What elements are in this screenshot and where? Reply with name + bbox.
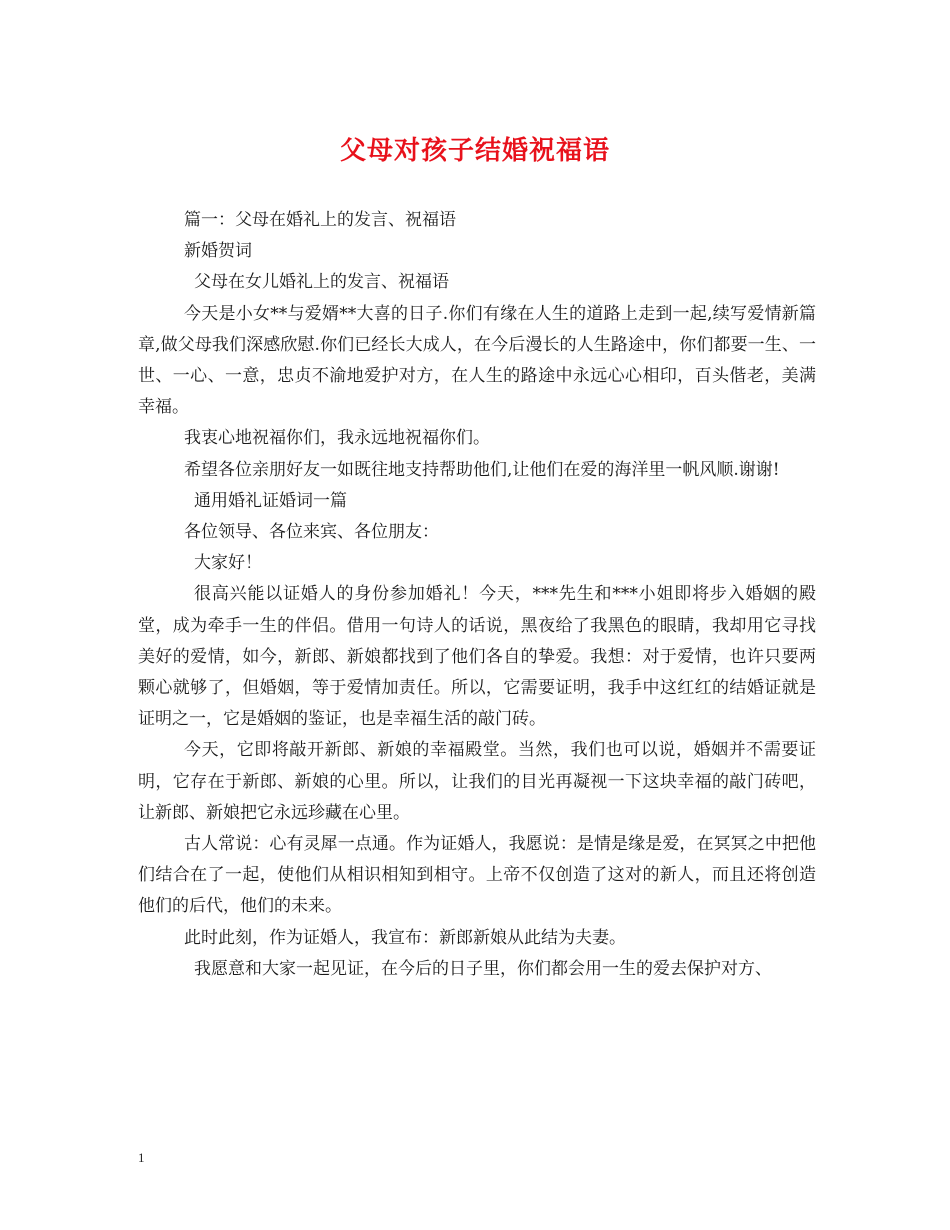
paragraph-subheading: 通用婚礼证婚词一篇 xyxy=(194,490,347,511)
paragraph: 今天是小女**与爱婿**大喜的日子.你们有缘在人生的道路上走到一起,续写爱情新篇章,做父母我们深感欣慰.你们已经长大成人，在今后漫长的人生路途中，你们都要一生、一世、一心、一意，忠贞不渝地爱护对方，在人生的路途中永远心心相印，百头偕老，美满幸福。 xyxy=(138,303,816,418)
document-title: 父母对孩子结婚祝福语 xyxy=(339,136,610,166)
document-body xyxy=(138,205,816,985)
paragraph-section-heading: 篇一：父母在婚礼上的发言、祝福语 xyxy=(184,210,456,230)
paragraph: 古人常说：心有灵犀一点通。作为证婚人，我愿说：是情是缘是爱，在冥冥之中把他们结合在了一起，使他们从相识相知到相守。上帝不仅创造了这对的新人，而且还将创造他们的后代，他们的未来。 xyxy=(138,834,816,917)
page-number: 1 xyxy=(138,1150,145,1165)
paragraph: 我愿意和大家一起见证，在今后的日子里，你们都会用一生的爱去保护对方、 xyxy=(194,958,772,979)
paragraph-subheading: 父母在女儿婚礼上的发言、祝福语 xyxy=(194,272,449,293)
paragraph: 各位领导、各位来宾、各位朋友： xyxy=(184,522,439,543)
paragraph: 今天，它即将敲开新郎、新娘的幸福殿堂。当然，我们也可以说，婚姻并不需要证明，它存在于新郎、新娘的心里。所以，让我们的目光再凝视一下这块幸福的敲门砖吧，让新郎、新娘把它永远珍藏在心里。 xyxy=(138,740,816,823)
paragraph: 我衷心地祝福你们，我永远地祝福你们。 xyxy=(184,428,490,449)
paragraph: 大家好！ xyxy=(194,553,262,574)
paragraph-subheading: 新婚贺词 xyxy=(184,241,252,262)
paragraph: 希望各位亲朋好友一如既往地支持帮助他们,让他们在爱的海洋里一帆风顺.谢谢! xyxy=(184,459,780,480)
paragraph: 很高兴能以证婚人的身份参加婚礼！今天，***先生和***小姐即将步入婚姻的殿堂，成为牵手一生的伴侣。借用一句诗人的话说，黑夜给了我黑色的眼睛，我却用它寻找美好的爱情，如今，新郎、新娘都找到了他们各自的挚爱。我想：对于爱情，也许只要两颗心就够了，但婚姻，等于爱情加责任。所以，它需要证明，我手中这红红的结婚证就是证明之一，它是婚姻的鉴证，也是幸福生活的敲门砖。 xyxy=(138,584,816,730)
paragraph: 此时此刻，作为证婚人，我宣布：新郎新娘从此结为夫妻。 xyxy=(184,927,626,948)
